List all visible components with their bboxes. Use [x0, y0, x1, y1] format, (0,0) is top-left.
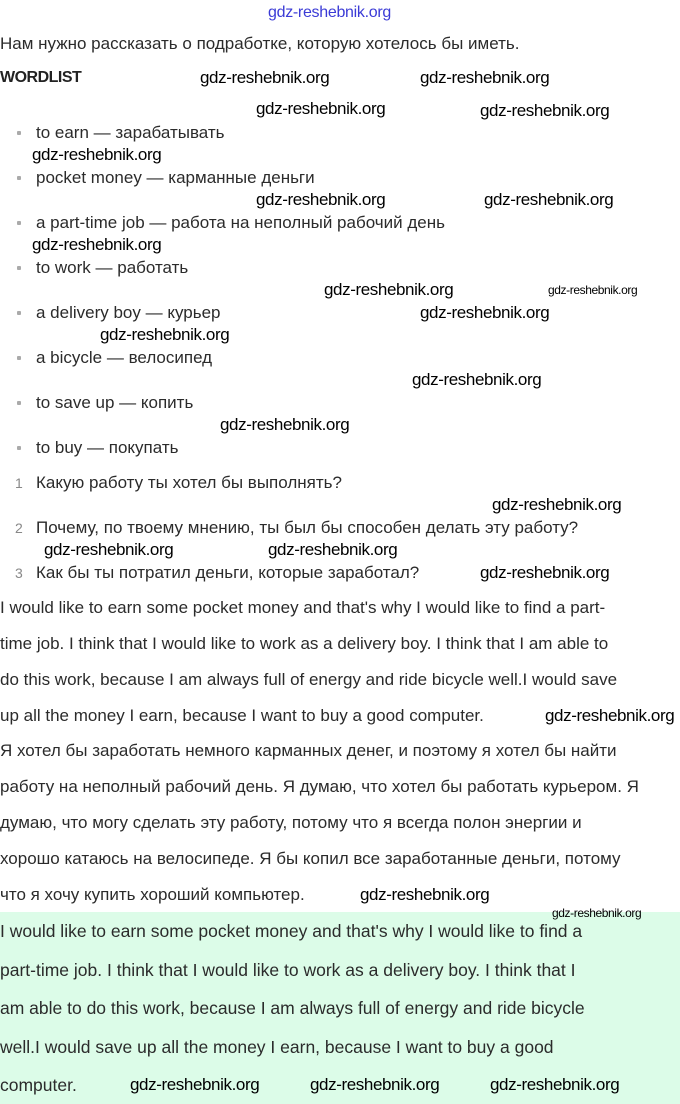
watermark: gdz-reshebnik.org: [268, 540, 398, 559]
bullet: [17, 221, 21, 225]
highlight-line: part-time job. I think that I would like to work as a delivery boy. I think that I: [0, 960, 576, 980]
bullet: [17, 266, 21, 270]
list-item: to work — работать: [36, 258, 189, 277]
watermark: gdz-reshebnik.org: [548, 283, 638, 297]
list-item: pocket money — карманные деньги: [36, 168, 315, 187]
question-number: 3: [15, 565, 23, 581]
answer-line: что я хочу купить хороший компьютер.: [0, 885, 305, 904]
question: Как бы ты потратил деньги, которые заработал?: [36, 563, 420, 582]
bullet: [17, 401, 21, 405]
watermark: gdz-reshebnik.org: [480, 563, 610, 582]
watermark: gdz-reshebnik.org: [44, 540, 174, 559]
task-intro: Нам нужно рассказать о подработке, которую хотелось бы иметь.: [0, 34, 520, 53]
answer-line: do this work, because I am always full of energy and ride bicycle well.I would save: [0, 670, 618, 689]
watermark: gdz-reshebnik.org: [100, 325, 230, 344]
question-number: 1: [15, 475, 23, 491]
answer-line: I would like to earn some pocket money and that's why I would like to find a part-: [0, 598, 606, 617]
bullet: [17, 356, 21, 360]
watermark: gdz-reshebnik.org: [200, 68, 330, 87]
watermark: gdz-reshebnik.org: [412, 370, 542, 389]
bullet: [17, 311, 21, 315]
watermark: gdz-reshebnik.org: [310, 1075, 440, 1094]
list-item: a part-time job — работа на неполный рабочий день: [36, 213, 445, 232]
list-item: a delivery boy — курьер: [36, 303, 221, 322]
answer-line: работу на неполный рабочий день. Я думаю, что хотел бы работать курьером. Я: [0, 777, 639, 796]
wordlist-heading: WORDLIST: [0, 69, 82, 86]
top-watermark: gdz-reshebnik.org: [268, 4, 391, 21]
highlight-line: I would like to earn some pocket money and that's why I would like to find a: [0, 921, 583, 941]
watermark: gdz-reshebnik.org: [552, 906, 642, 920]
answer-line: думаю, что могу сделать эту работу, потому что я всегда полон энергии и: [0, 813, 582, 832]
list-item: to buy — покупать: [36, 438, 179, 457]
bullet: [17, 131, 21, 135]
watermark: gdz-reshebnik.org: [492, 495, 622, 514]
list-item: to save up — копить: [36, 393, 194, 412]
watermark: gdz-reshebnik.org: [256, 99, 386, 118]
bullet: [17, 446, 21, 450]
watermark: gdz-reshebnik.org: [220, 415, 350, 434]
watermark: gdz-reshebnik.org: [32, 235, 162, 254]
watermark: gdz-reshebnik.org: [256, 190, 386, 209]
question: Почему, по твоему мнению, ты был бы способен делать эту работу?: [36, 518, 579, 537]
answer-line: time job. I think that I would like to work as a delivery boy. I think that I am able to: [0, 634, 609, 653]
question: Какую работу ты хотел бы выполнять?: [36, 473, 342, 492]
watermark: gdz-reshebnik.org: [545, 706, 675, 725]
bullet: [17, 176, 21, 180]
watermark: gdz-reshebnik.org: [360, 885, 490, 904]
question-number: 2: [15, 520, 23, 536]
answer-line: up all the money I earn, because I want to buy a good computer.: [0, 706, 484, 725]
list-item: a bicycle — велосипед: [36, 348, 213, 367]
watermark: gdz-reshebnik.org: [32, 145, 162, 164]
highlight-line: well.I would save up all the money I earn, because I want to buy a good: [0, 1037, 554, 1057]
watermark: gdz-reshebnik.org: [420, 303, 550, 322]
answer-line: Я хотел бы заработать немного карманных денег, и поэтому я хотел бы найти: [0, 741, 617, 760]
watermark: gdz-reshebnik.org: [480, 101, 610, 120]
list-item: to earn — зарабатывать: [36, 123, 225, 142]
watermark: gdz-reshebnik.org: [420, 68, 550, 87]
watermark: gdz-reshebnik.org: [324, 280, 454, 299]
highlight-line: computer.: [0, 1075, 77, 1095]
watermark: gdz-reshebnik.org: [130, 1075, 260, 1094]
highlight-line: am able to do this work, because I am always full of energy and ride bicycle: [0, 998, 585, 1018]
watermark: gdz-reshebnik.org: [484, 190, 614, 209]
answer-line: хорошо катаюсь на велосипеде. Я бы копил все заработанные деньги, потому: [0, 849, 621, 868]
watermark: gdz-reshebnik.org: [490, 1075, 620, 1094]
